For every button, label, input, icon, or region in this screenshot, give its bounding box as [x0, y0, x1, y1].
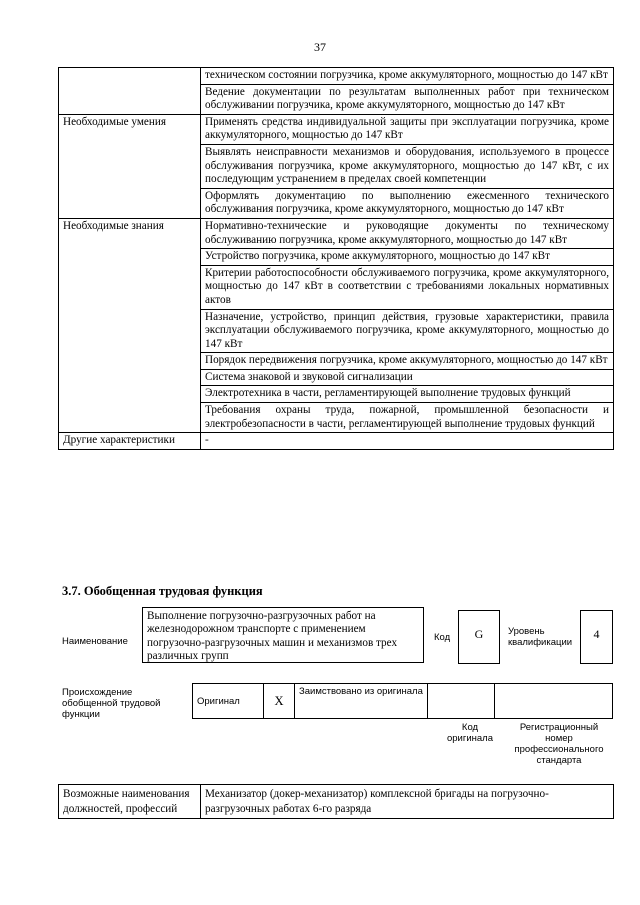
- positions-value: Механизатор (докер-механизатор) комплексной бригады на погрузочно-разгрузочных работах 6-го разряда: [201, 785, 614, 819]
- origin-table: [192, 683, 613, 719]
- row-text: Выявлять неисправности механизмов и оборудования, используемого в процессе обслуживания погрузчика, кроме аккумуляторного, мощностью до 147 кВт, с их последующим устранением в пределах своей компетенции: [201, 144, 614, 188]
- qualification-level-label: Уровень квалификации: [508, 626, 573, 648]
- name-value-box: Выполнение погрузочно-разгрузочных работ на железнодорожном транспорте с применением погрузочно-разгрузочных машин и механизмов трех различных групп: [142, 607, 424, 663]
- row-text: Электротехника в части, регламентирующей выполнение трудовых функций: [201, 386, 614, 403]
- row-text: Критерии работоспособности обслуживаемого погрузчика, кроме аккумуляторного, мощностью до 147 кВт в соответствии с требованиями локальных нормативных актов: [201, 265, 614, 309]
- row-text: техническом состоянии погрузчика, кроме аккумуляторного, мощностью до 147 кВт: [201, 68, 614, 85]
- row-text: -: [201, 433, 614, 450]
- row-text: Система знаковой и звуковой сигнализации: [201, 369, 614, 386]
- row-text: Назначение, устройство, принцип действия, грузовые характеристики, правила эксплуатации обслуживаемого погрузчика, кроме аккумуляторного, мощностью до 147 кВт: [201, 309, 614, 353]
- table-row: [59, 114, 614, 144]
- qualification-level-box: 4: [580, 610, 613, 664]
- code-value-box: G: [458, 610, 500, 664]
- original-label: Оригинал: [193, 684, 264, 719]
- row-text: Применять средства индивидуальной защиты при эксплуатации погрузчика, кроме аккумуляторного, мощностью до 147 кВт: [201, 114, 614, 144]
- row-text: Нормативно-технические и руководящие документы по техническому обслуживанию погрузчика, кроме аккумуляторного, мощностью до 147 кВт: [201, 218, 614, 248]
- row-label: Необходимые знания: [59, 218, 201, 432]
- original-code-cell: [428, 684, 495, 719]
- code-label: Код: [434, 632, 451, 643]
- table-row: [59, 68, 614, 85]
- row-text: Оформлять документацию по выполнению ежесменного технического обслуживания погрузчика, кроме аккумуляторного, мощностью до 147 кВт: [201, 188, 614, 218]
- skills-knowledge-table: [58, 67, 614, 450]
- registration-number-caption: Регистрационный номер профессионального стандарта: [514, 722, 604, 766]
- table-row: [59, 433, 614, 450]
- page-number: 37: [314, 40, 326, 54]
- row-label: Необходимые умения: [59, 114, 201, 218]
- original-mark: X: [264, 684, 295, 719]
- row-text: Порядок передвижения погрузчика, кроме аккумуляторного, мощностью до 147 кВт: [201, 353, 614, 370]
- row-label: [59, 68, 201, 115]
- row-text: Требования охраны труда, пожарной, промышленной безопасности и электробезопасности в части, регламентирующей выполнение трудовых функций: [201, 403, 614, 433]
- row-label: Другие характеристики: [59, 433, 201, 450]
- borrowed-label: Заимствовано из оригинала: [295, 684, 428, 719]
- name-label: Наименование: [62, 636, 128, 647]
- positions-table: [58, 784, 614, 819]
- row-text: Ведение документации по результатам выполненных работ при техническом обслуживании погрузчика, кроме аккумуляторного, мощностью до 147 кВт: [201, 84, 614, 114]
- table-row: [59, 218, 614, 248]
- section-title: 3.7. Обобщенная трудовая функция: [62, 584, 263, 598]
- row-text: Устройство погрузчика, кроме аккумуляторного, мощностью до 147 кВт: [201, 249, 614, 266]
- origin-label: Происхождение обобщенной трудовой функции: [62, 687, 161, 720]
- registration-number-cell: [495, 684, 613, 719]
- original-code-caption: Код оригинала: [446, 722, 493, 744]
- positions-label: Возможные наименования должностей, профессий: [59, 785, 201, 819]
